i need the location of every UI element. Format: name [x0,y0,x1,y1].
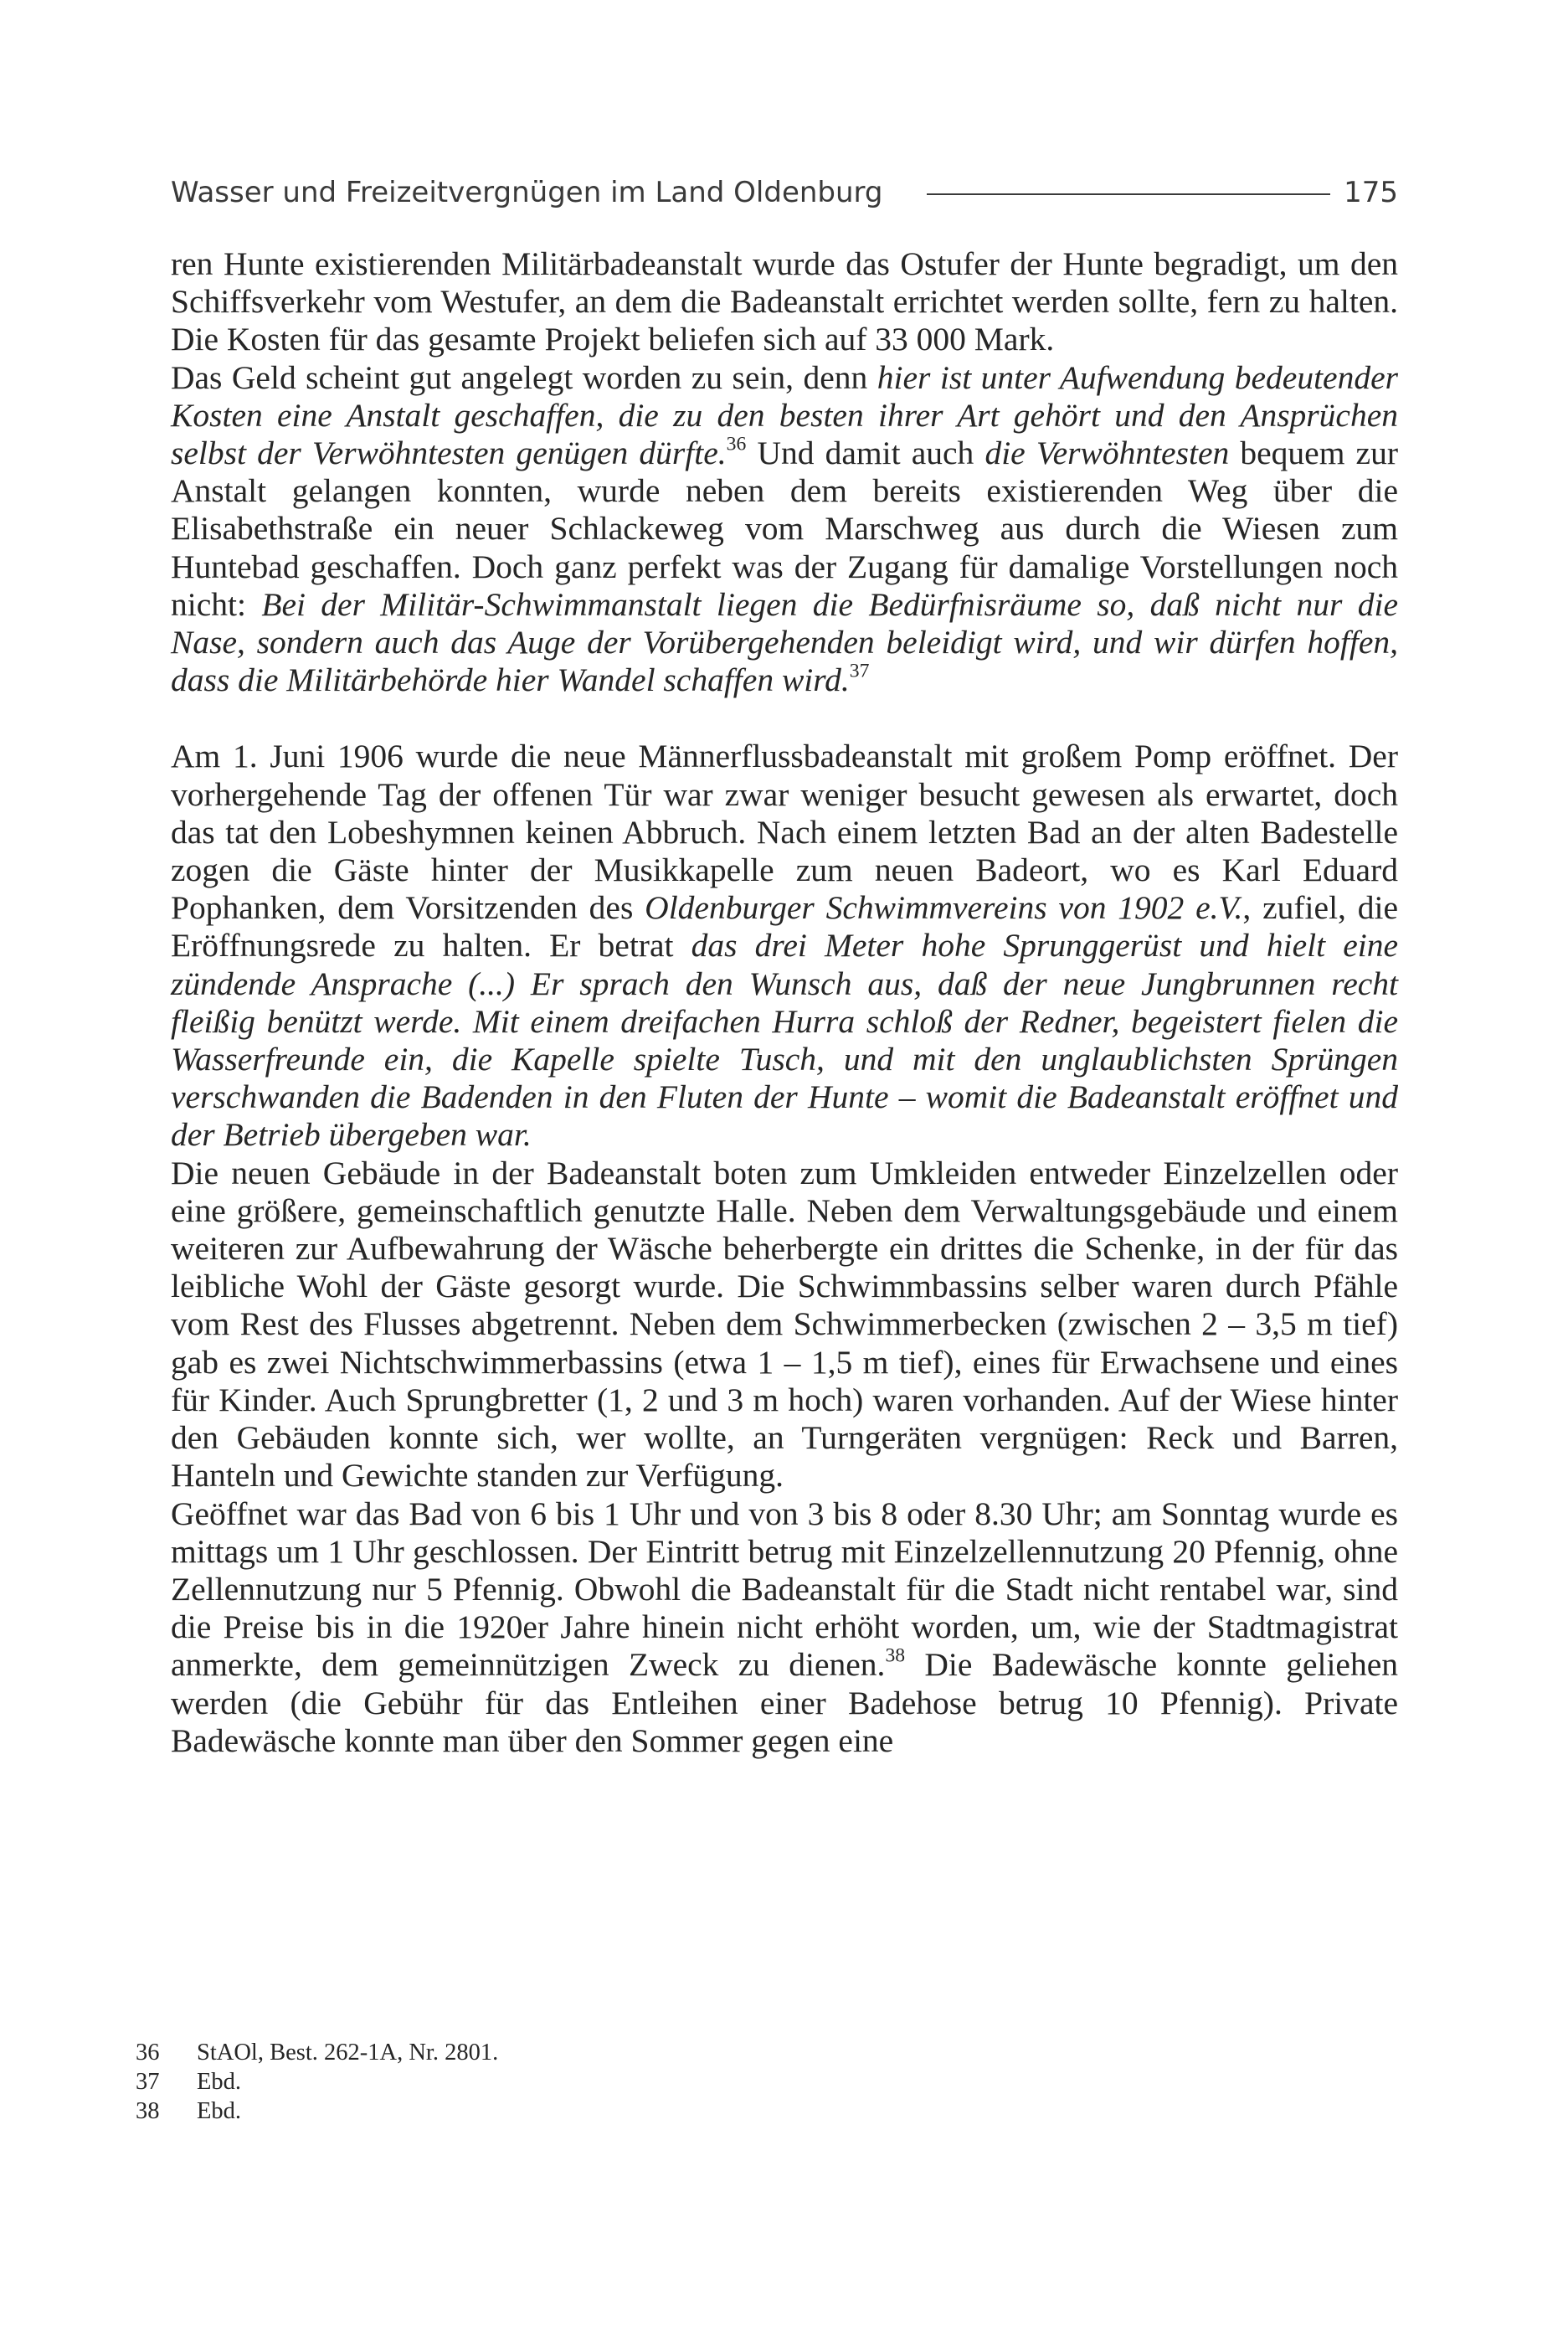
footnote-number: 37 [136,2069,160,2095]
text-run: Das Geld scheint gut angelegt worden zu sein, denn [171,358,877,396]
footnote-number: 38 [136,2098,160,2124]
quote-text: Oldenburger Schwimmvereins von 1902 e.V. [645,889,1243,927]
quote-text: das drei Meter hohe Sprunggerüst und hielt eine zündende Ansprache (...) Er sprach den Wunsch aus, daß der neue Jungbrunnen recht fleißig benützt werde. Mit einem dreifachen Hurra schloß der Redner, begeistert fielen die Wasserfreunde ein, die Kapelle spielte Tusch, und mit den unglaublichsten Sprüngen verschwanden die Badenden in den Fluten der Hunte – womit die Badeanstalt eröffnet und der Betrieb übergeben war. [171,927,1398,1154]
header-rule [927,193,1331,195]
text-run: , zufiel, die Eröffnungsrede zu halten. Er betrat [171,889,1398,965]
text-run: ren Hunte existierenden Militärbadeanstalt wurde das Ostufer der Hunte begradigt, um den Schiffsverkehr vom Westufer, an dem die Badeanstalt errichtet werden sollte, fern zu halten. Die Kosten für das gesamte Projekt beliefen sich auf 33 000 Mark. [171,245,1398,358]
text-run: bequem zur Anstalt gelangen konnten, wurde neben dem bereits existierenden Weg über die Elisabethstraße ein neuer Schlackeweg vom Marschweg aus durch die Wiesen zum Huntebad geschaffen. Doch ganz perfekt was der Zugang für damalige Vorstellungen noch nicht: [171,435,1398,623]
footnote [136,2067,805,2096]
running-head [171,167,1398,218]
footnote-ref: 37 [849,660,870,682]
quote-text: Bei der Militär-Schwimmanstalt liegen die Bedürfnisräume so, daß nicht nur die Nase, sondern auch das Auge der Vorübergehenden beleidigt wird, und wir dürfen hoffen, dass die Militärbehörde hier Wandel schaffen wird. [171,585,1398,699]
paragraph [171,245,1398,359]
footnote [136,2096,805,2126]
body-text [171,245,1398,1760]
footnote-text: Ebd. [197,2098,242,2124]
footnote-text: Ebd. [197,2069,242,2095]
paragraph [171,1155,1398,1495]
text-run: Geöffnet war das Bad von 6 bis 1 Uhr und von 3 bis 8 oder 8.30 Uhr; am Sonntag wurde es mittags um 1 Uhr geschlossen. Der Eintritt betrug mit Einzelzellennutzung 20 Pfennig, ohne Zellennutzung nur 5 Pfennig. Obwohl die Badeanstalt für die Stadt nicht rentabel war, sind die Preise bis in die 1920er Jahre hinein nicht erhöht worden, um, wie der Stadtmagistrat anmerkte, dem gemeinnützigen Zweck zu dienen. [171,1495,1398,1684]
footnote-text: StAOl, Best. 262-1A, Nr. 2801. [197,2040,499,2066]
paragraph [171,1495,1398,1760]
text-run: Am 1. Juni 1906 wurde die neue Männerflussbadeanstalt mit großem Pomp eröffnet. Der vorhergehende Tag der offenen Tür war zwar weniger besucht gewesen als erwartet, doch das tat den Lobeshymnen keinen Abbruch. Nach einem letzten Bad an der alten Badestelle zogen die Gäste hinter der Musikkapelle zum neuen Badeort, wo es Karl Eduard Pophanken, dem Vorsitzenden des [171,738,1398,927]
quote-text: die Verwöhntesten [984,435,1230,472]
footnote [136,2038,805,2067]
text-run: Die Badewäsche konnte geliehen werden (die Gebühr für das Entleihen einer Badehose betrug 10 Pfennig). Private Badewäsche konnte man über den Sommer gegen eine [171,1646,1398,1759]
footnote-number: 36 [136,2040,160,2066]
quote-text: hier ist unter Aufwendung bedeutender Kosten eine Anstalt geschaffen, die zu den besten ihrer Art gehört und den Ansprüchen selbst der Verwöhntesten genügen dürfte. [171,358,1398,472]
paragraph [171,738,1398,1154]
text-run: Und damit auch [746,435,985,472]
footnote-ref: 38 [885,1644,906,1667]
page-number: 175 [1344,176,1398,209]
footnote-ref: 36 [726,433,747,455]
footnotes [136,2038,805,2126]
running-head-title: Wasser und Freizeitvergnügen im Land Oldenburg [171,176,883,209]
text-run: Die neuen Gebäude in der Badeanstalt boten zum Umkleiden entweder Einzelzellen oder eine größere, gemeinschaftlich genutzte Halle. Neben dem Verwaltungsgebäude und einem weiteren zur Aufbewahrung der Wäsche beherbergte ein drittes die Schenke, in der für das leibliche Wohl der Gäste gesorgt wurde. Die Schwimmbassins selber waren durch Pfähle vom Rest des Flusses abgetrennt. Neben dem Schwimmerbecken (zwischen 2 – 3,5 m tief) gab es zwei Nichtschwimmerbassins (etwa 1 – 1,5 m tief), eines für Erwachsene und eines für Kinder. Auch Sprungbretter (1, 2 und 3 m hoch) waren vorhanden. Auf der Wiese hinter den Gebäuden konnte sich, wer wollte, an Turngeräten vergnügen: Reck und Barren, Hanteln und Gewichte standen zur Verfügung. [171,1154,1398,1495]
paragraph [171,359,1398,700]
